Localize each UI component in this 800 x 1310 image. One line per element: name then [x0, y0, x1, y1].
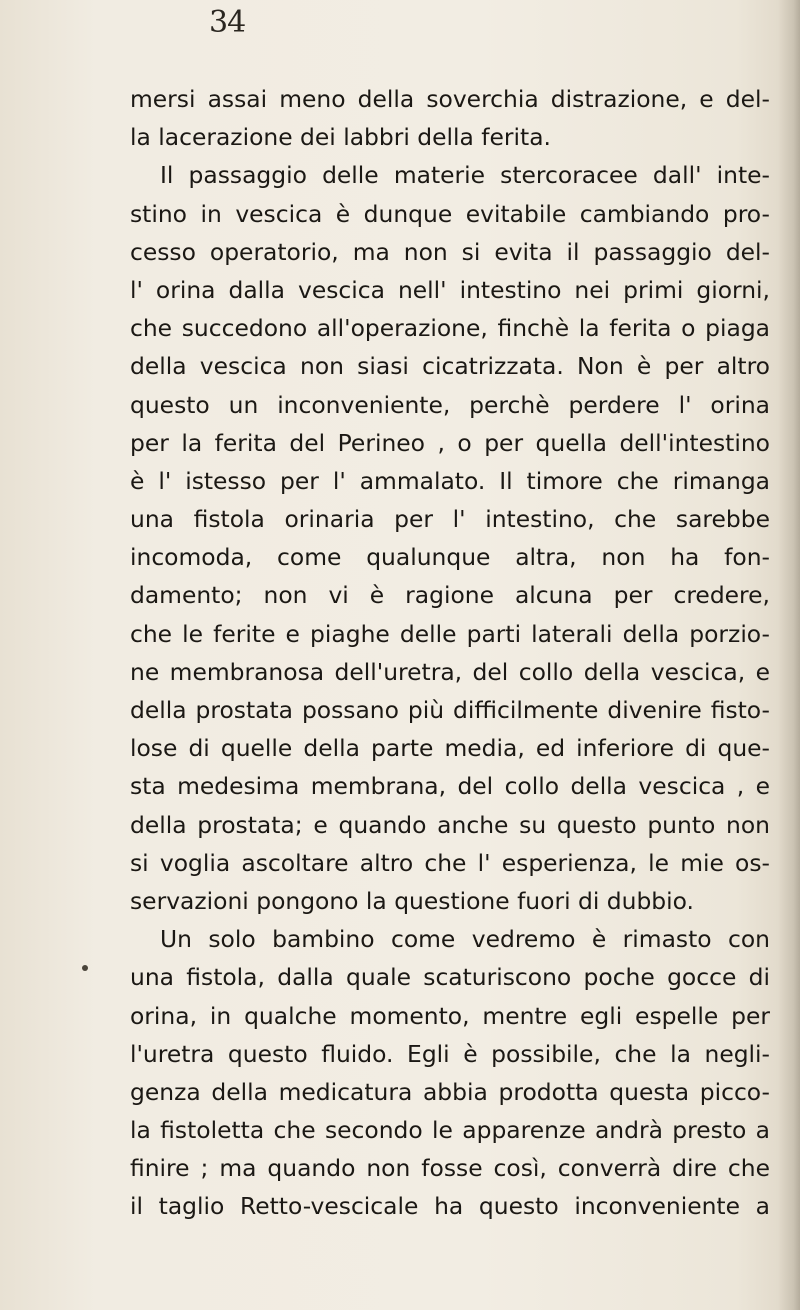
- text-line: stino in vescica è dunque evitabile cambiando pro-: [130, 199, 770, 228]
- text-line: Il passaggio delle materie stercoracee dall' inte-: [160, 161, 770, 190]
- ink-spot: [82, 965, 88, 971]
- text-line: ne membranosa dell'uretra, del collo della vescica, e: [130, 657, 770, 686]
- text-line: orina, in qualche momento, mentre egli espelle per: [130, 1001, 770, 1030]
- text-line: che succedono all'operazione, finchè la ferita o piaga: [130, 314, 770, 343]
- text-line: per la ferita del Perineo , o per quella dell'intestino: [130, 428, 770, 457]
- text-line: Un solo bambino come vedremo è rimasto con: [160, 925, 770, 954]
- text-line: damento; non vi è ragione alcuna per credere,: [130, 581, 770, 610]
- text-line: incomoda, come qualunque altra, non ha fon-: [130, 543, 770, 572]
- text-line: questo un inconveniente, perchè perdere l' orina: [130, 390, 770, 419]
- text-line: si voglia ascoltare altro che l' esperienza, le mie os-: [130, 848, 770, 877]
- text-line: che le ferite e piaghe delle parti laterali della porzio-: [130, 619, 770, 648]
- text-line: è l' istesso per l' ammalato. Il timore che rimanga: [130, 466, 770, 495]
- text-line: servazioni pongono la questione fuori di dubbio.: [130, 886, 694, 915]
- text-line: della prostata possano più difficilmente divenire fisto-: [130, 696, 770, 724]
- text-line: cesso operatorio, ma non si evita il passaggio del-: [130, 237, 770, 266]
- text-line: genza della medicatura abbia prodotta questa picco-: [130, 1077, 770, 1106]
- text-line: una fistola orinaria per l' intestino, che sarebbe: [130, 505, 770, 534]
- page-number: 34: [209, 5, 246, 40]
- text-line: della vescica non siasi cicatrizzata. Non è per altro: [130, 352, 770, 381]
- text-line: mersi assai meno della soverchia distrazione, e del-: [130, 85, 770, 113]
- text-line: il taglio Retto-vescicale ha questo inconveniente a: [130, 1192, 770, 1221]
- text-line: lose di quelle della parte media, ed inferiore di que-: [130, 734, 770, 763]
- text-line: sta medesima membrana, del collo della vescica , e: [130, 772, 770, 801]
- text-line: l'uretra questo fluido. Egli è possibile, che la negli-: [130, 1039, 770, 1068]
- text-line: della prostata; e quando anche su questo punto non: [130, 810, 770, 839]
- text-line: la lacerazione dei labbri della ferita.: [130, 123, 551, 152]
- text-line: finire ; ma quando non fosse così, converrà dire che: [130, 1154, 770, 1183]
- page-edge-shadow: [778, 0, 800, 1310]
- text-line: la fistoletta che secondo le apparenze andrà presto a: [130, 1116, 770, 1145]
- text-line: una fistola, dalla quale scaturiscono poche gocce di: [130, 963, 770, 992]
- body-text: [130, 80, 770, 1226]
- text-line: l' orina dalla vescica nell' intestino nei primi giorni,: [130, 275, 770, 304]
